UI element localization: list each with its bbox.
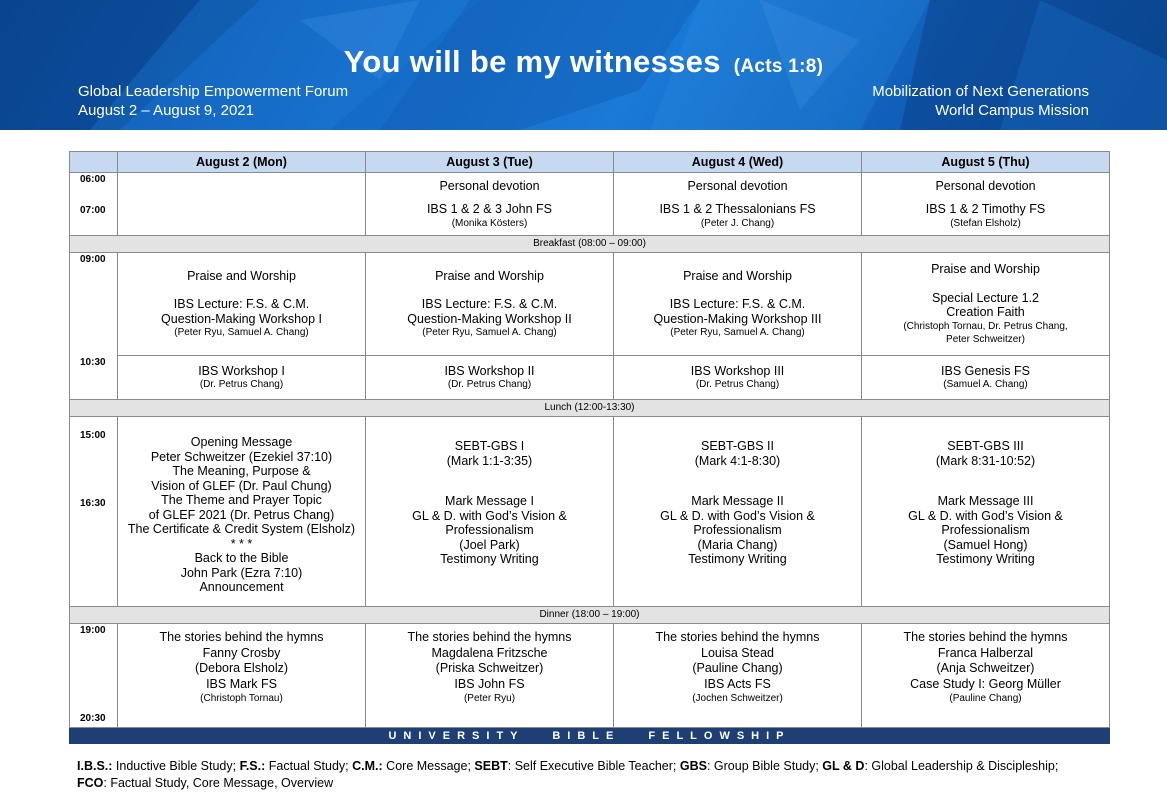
corner-cell bbox=[70, 152, 118, 173]
praise-text: Praise and Worship bbox=[683, 268, 792, 283]
leader-text: (Peter Ryu) bbox=[463, 693, 516, 704]
time-cell bbox=[70, 624, 118, 728]
ibs-text: IBS 1 & 2 & 3 John FS bbox=[426, 202, 553, 216]
time-label: 20:30 bbox=[80, 713, 106, 724]
dinner-row bbox=[70, 607, 1110, 624]
abbreviation-legend bbox=[77, 758, 1097, 792]
morning-tue bbox=[366, 173, 614, 236]
time-label: 16:30 bbox=[80, 498, 106, 509]
time-label: 06:00 bbox=[80, 174, 106, 185]
legend-abbr: FCO bbox=[77, 776, 104, 790]
message-line: GL & D. with God’s Vision & bbox=[412, 508, 567, 523]
session1-thu bbox=[862, 253, 1110, 356]
afternoon-wed bbox=[614, 417, 862, 607]
workshop-text: Question-Making Workshop I bbox=[161, 311, 322, 326]
forum-dates: August 2 – August 9, 2021 bbox=[78, 102, 254, 119]
mission-info bbox=[872, 82, 1089, 120]
title-text: You will be my witnesses bbox=[343, 44, 721, 79]
afternoon-line: of GLEF 2021 (Dr. Petrus Chang) bbox=[148, 507, 335, 522]
legend-abbr: GL & D bbox=[822, 759, 865, 773]
praise-text: Praise and Worship bbox=[435, 268, 544, 283]
evening-line: Case Study I: Georg Müller bbox=[910, 676, 1061, 691]
devotion-text: Personal devotion bbox=[935, 178, 1036, 193]
afternoon-line: John Park (Ezra 7:10) bbox=[180, 565, 303, 580]
ibs-text: IBS 1 & 2 Timothy FS bbox=[925, 202, 1046, 216]
evening-line: IBS Acts FS bbox=[704, 676, 771, 691]
message-title: Mark Message II bbox=[691, 494, 784, 508]
morning-thu bbox=[862, 173, 1110, 236]
afternoon-mon bbox=[118, 417, 366, 607]
leader-text: (Jochen Schweitzer) bbox=[692, 693, 783, 704]
time-cell bbox=[70, 173, 118, 236]
afternoon-line: Back to the Bible bbox=[194, 551, 289, 565]
mission-line2: World Campus Mission bbox=[935, 102, 1089, 119]
devotion-text: Personal devotion bbox=[687, 178, 788, 193]
afternoon-line: The Meaning, Purpose & bbox=[172, 464, 311, 478]
legend-text: : Factual Study, Core Message, Overview bbox=[103, 776, 334, 790]
evening-tue bbox=[366, 624, 614, 728]
legend-abbr: I.B.S.: bbox=[77, 759, 113, 773]
evening-line: (Priska Schweitzer) bbox=[435, 661, 544, 675]
gbs-title: SEBT-GBS III bbox=[947, 439, 1024, 453]
morning-row bbox=[70, 173, 1110, 236]
footer-band bbox=[70, 728, 1110, 744]
message-line: Professionalism bbox=[941, 523, 1030, 537]
workshop-text: Question-Making Workshop II bbox=[407, 311, 572, 326]
gbs-passage: (Mark 4:1-8:30) bbox=[694, 453, 781, 468]
footer-band-text: UNIVERSITY BIBLE FELLOWSHIP bbox=[388, 729, 791, 742]
afternoon-line: Vision of GLEF (Dr. Paul Chung) bbox=[151, 478, 332, 493]
legend-text: Factual Study; bbox=[265, 759, 353, 773]
legend-abbr: C.M.: bbox=[352, 759, 383, 773]
message-line: Professionalism bbox=[445, 523, 534, 537]
message-speaker: (Joel Park) bbox=[459, 537, 520, 552]
leader-text: (Pauline Chang) bbox=[949, 693, 1022, 704]
lunch-label: Lunch (12:00-13:30) bbox=[70, 400, 1110, 417]
workshop-text: Creation Faith bbox=[946, 305, 1025, 320]
session1-tue bbox=[366, 253, 614, 356]
column-header: August 2 (Mon) bbox=[118, 152, 366, 173]
message-speaker: (Maria Chang) bbox=[697, 537, 778, 552]
leader-text: Peter Schweitzer) bbox=[946, 333, 1025, 345]
gbs-passage: (Mark 1:1-3:35) bbox=[446, 453, 533, 468]
breakfast-label: Breakfast (08:00 – 09:00) bbox=[70, 236, 1110, 253]
legend-text: : Self Executive Bible Teacher; bbox=[507, 759, 680, 773]
header-row bbox=[70, 152, 1110, 173]
message-line: Testimony Writing bbox=[936, 552, 1035, 566]
breakfast-row bbox=[70, 236, 1110, 253]
evening-line: Franca Halberzal bbox=[937, 645, 1034, 660]
afternoon-line: Announcement bbox=[199, 580, 284, 594]
lecture-text: IBS Lecture: F.S. & C.M. bbox=[669, 297, 806, 312]
legend-text: : Global Leadership & Discipleship; bbox=[864, 759, 1059, 773]
afternoon-line: * * * bbox=[230, 536, 253, 551]
ibs-text: IBS 1 & 2 Thessalonians FS bbox=[659, 202, 816, 216]
message-line: Testimony Writing bbox=[688, 552, 787, 566]
forum-info bbox=[78, 82, 348, 120]
evening-line: The stories behind the hymns bbox=[903, 630, 1068, 644]
evening-wed bbox=[614, 624, 862, 728]
leader-text: (Stefan Elsholz) bbox=[950, 217, 1021, 229]
session1-row bbox=[70, 253, 1110, 356]
lecture-text: Special Lecture 1.2 bbox=[931, 290, 1039, 305]
session2-mon bbox=[118, 356, 366, 400]
morning-wed bbox=[614, 173, 862, 236]
evening-line: The stories behind the hymns bbox=[655, 630, 820, 644]
devotion-text: Personal devotion bbox=[439, 178, 540, 193]
lunch-row bbox=[70, 400, 1110, 417]
evening-line: Magdalena Fritzsche bbox=[431, 645, 548, 660]
time-cell bbox=[70, 417, 118, 607]
legend-text: Core Message; bbox=[382, 759, 475, 773]
mission-line1: Mobilization of Next Generations bbox=[872, 83, 1089, 100]
session2-tue bbox=[366, 356, 614, 400]
legend-abbr: GBS bbox=[679, 759, 707, 773]
evening-row bbox=[70, 624, 1110, 728]
session2-wed bbox=[614, 356, 862, 400]
gbs-passage: (Mark 8:31-10:52) bbox=[935, 453, 1036, 468]
column-header: August 5 (Thu) bbox=[862, 152, 1110, 173]
footer-band-row bbox=[70, 728, 1110, 744]
evening-line: The stories behind the hymns bbox=[407, 630, 572, 644]
evening-line: The stories behind the hymns bbox=[159, 630, 324, 644]
evening-line: (Anja Schweitzer) bbox=[936, 661, 1035, 675]
message-line: Testimony Writing bbox=[440, 552, 539, 566]
evening-line: (Pauline Chang) bbox=[692, 661, 783, 675]
dinner-label: Dinner (18:00 – 19:00) bbox=[70, 607, 1110, 624]
leader-text: (Samuel A. Chang) bbox=[943, 379, 1028, 391]
morning-mon bbox=[118, 173, 366, 236]
evening-line: Louisa Stead bbox=[701, 645, 774, 660]
leader-text: (Dr. Petrus Chang) bbox=[447, 379, 532, 391]
session2-row bbox=[70, 356, 1110, 400]
time-label: 07:00 bbox=[80, 205, 106, 216]
leader-text: (Christoph Tornau) bbox=[200, 693, 283, 704]
workshop-title: IBS Workshop I bbox=[198, 363, 285, 378]
afternoon-line: The Certificate & Credit System (Elsholz) bbox=[127, 522, 356, 536]
gbs-title: SEBT-GBS I bbox=[454, 439, 525, 453]
leader-text: (Monika Kösters) bbox=[451, 217, 528, 229]
column-header: August 3 (Tue) bbox=[366, 152, 614, 173]
afternoon-row bbox=[70, 417, 1110, 607]
message-title: Mark Message III bbox=[937, 494, 1034, 508]
lecture-text: IBS Lecture: F.S. & C.M. bbox=[421, 297, 558, 312]
leader-text: (Peter J. Chang) bbox=[700, 217, 775, 229]
leader-text: (Dr. Petrus Chang) bbox=[199, 379, 284, 391]
praise-text: Praise and Worship bbox=[931, 262, 1040, 277]
afternoon-thu bbox=[862, 417, 1110, 607]
message-line: Professionalism bbox=[693, 523, 782, 537]
workshop-title: IBS Genesis FS bbox=[941, 363, 1030, 378]
title-reference: (Acts 1:8) bbox=[733, 56, 824, 77]
time-label: 19:00 bbox=[80, 625, 106, 636]
session1-wed bbox=[614, 253, 862, 356]
leader-text: (Christoph Tornau, Dr. Petrus Chang, bbox=[903, 320, 1068, 332]
gbs-title: SEBT-GBS II bbox=[701, 439, 774, 453]
legend-text: Inductive Bible Study; bbox=[112, 759, 240, 773]
column-header: August 4 (Wed) bbox=[614, 152, 862, 173]
afternoon-line: The Theme and Prayer Topic bbox=[161, 493, 322, 507]
lecture-text: IBS Lecture: F.S. & C.M. bbox=[173, 297, 310, 312]
evening-line: IBS John FS bbox=[454, 676, 525, 691]
time-label: 10:30 bbox=[80, 357, 106, 368]
message-speaker: (Samuel Hong) bbox=[943, 537, 1028, 552]
evening-thu bbox=[862, 624, 1110, 728]
evening-line: Fanny Crosby bbox=[202, 645, 281, 660]
leader-text: (Peter Ryu, Samuel A. Chang) bbox=[174, 327, 309, 339]
legend-abbr: SEBT bbox=[474, 759, 508, 773]
workshop-text: Question-Making Workshop III bbox=[653, 311, 822, 326]
leader-text: (Dr. Petrus Chang) bbox=[695, 379, 780, 391]
forum-name: Global Leadership Empowerment Forum bbox=[78, 83, 349, 100]
legend-text: : Group Bible Study; bbox=[706, 759, 823, 773]
time-label: 09:00 bbox=[80, 254, 106, 265]
evening-line: IBS Mark FS bbox=[206, 676, 277, 691]
message-title: Mark Message I bbox=[445, 494, 534, 508]
message-line: GL & D. with God’s Vision & bbox=[660, 508, 815, 523]
page-title bbox=[0, 44, 1167, 80]
time-label: 15:00 bbox=[80, 430, 106, 441]
evening-line: (Debora Elsholz) bbox=[194, 661, 289, 675]
afternoon-tue bbox=[366, 417, 614, 607]
afternoon-line: Peter Schweitzer (Ezekiel 37:10) bbox=[150, 449, 333, 464]
legend-abbr: F.S.: bbox=[239, 759, 266, 773]
leader-text: (Peter Ryu, Samuel A. Chang) bbox=[422, 327, 557, 339]
time-cell bbox=[70, 253, 118, 400]
workshop-title: IBS Workshop II bbox=[444, 363, 535, 378]
session2-thu bbox=[862, 356, 1110, 400]
schedule-table bbox=[69, 151, 1110, 744]
message-line: GL & D. with God’s Vision & bbox=[908, 508, 1063, 523]
praise-text: Praise and Worship bbox=[187, 268, 296, 283]
afternoon-line: Opening Message bbox=[190, 435, 293, 449]
workshop-title: IBS Workshop III bbox=[690, 363, 785, 378]
session1-mon bbox=[118, 253, 366, 356]
evening-mon bbox=[118, 624, 366, 728]
header-banner bbox=[0, 0, 1167, 130]
leader-text: (Peter Ryu, Samuel A. Chang) bbox=[670, 327, 805, 339]
